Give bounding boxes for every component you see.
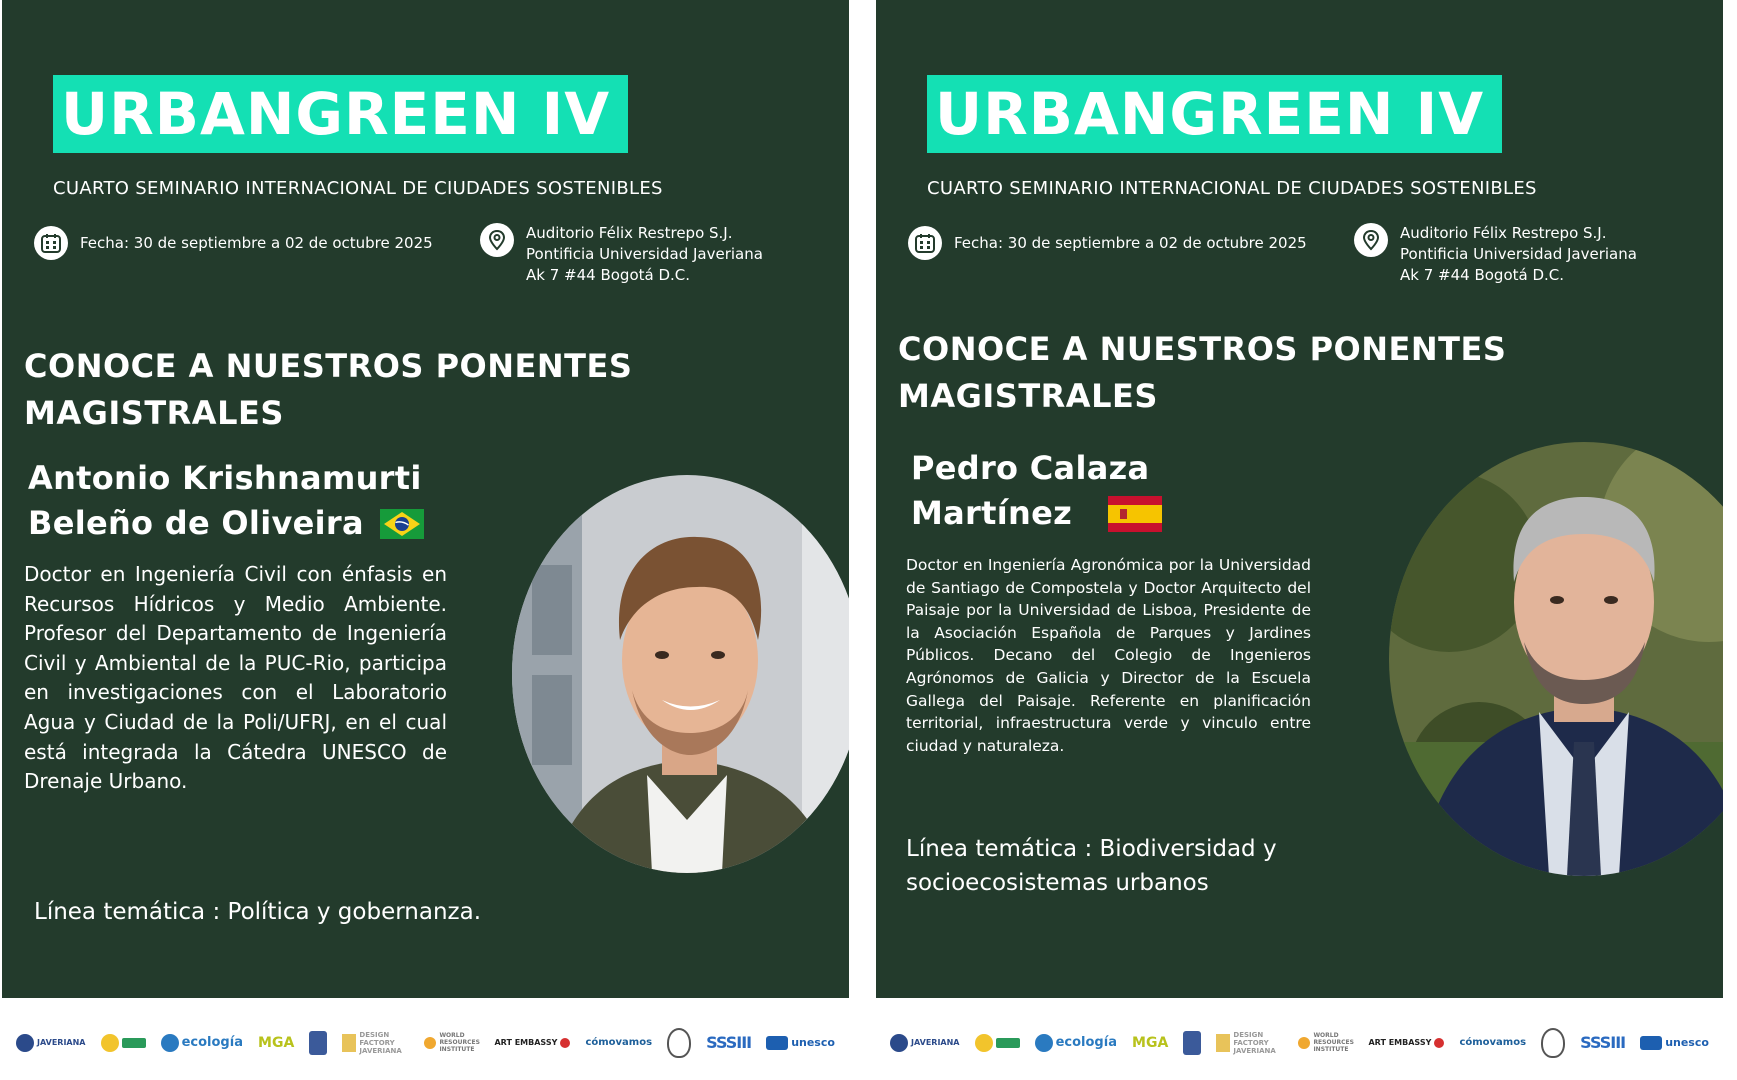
location-line: Pontificia Universidad Javeriana (1400, 245, 1637, 263)
shield-logo (667, 1028, 691, 1058)
mga-logo: MGA (1132, 1034, 1169, 1051)
mga-logo: MGA (258, 1034, 295, 1051)
section-heading-line: MAGISTRALES (898, 377, 1158, 415)
speaker-name (911, 446, 1162, 536)
speaker-photo (512, 475, 849, 873)
thematic-line-text: Línea temática : Biodiversidad y (906, 836, 1277, 862)
sun-logo (975, 1034, 1020, 1052)
shield-logo (1541, 1028, 1565, 1058)
event-date (908, 226, 1307, 260)
location-pin-icon (1354, 223, 1388, 257)
location-line: Auditorio Félix Restrepo S.J. (526, 224, 733, 242)
bogota-como-vamos-logo: cómovamos (1459, 1037, 1527, 1048)
design-factory-logo: DESIGN FACTORY JAVERIANA (342, 1031, 409, 1055)
art-embassy-logo: ART EMBASSY (494, 1038, 570, 1048)
location-line: Ak 7 #44 Bogotá D.C. (526, 266, 691, 284)
ecologia-logo: ecología (161, 1034, 243, 1052)
event-title-box (53, 75, 628, 153)
location-pin-icon (480, 223, 514, 257)
event-title-box (927, 75, 1502, 153)
thematic-line (906, 832, 1277, 900)
event-date (34, 226, 433, 260)
thematic-line: Línea temática : Política y gobernanza. (34, 899, 482, 925)
speaker-poster-right (876, 0, 1723, 998)
world-resources-logo: WORLD RESOURCES INSTITUTE (1298, 1032, 1353, 1053)
sponsor-logos-right (876, 1005, 1723, 1080)
event-date-text: Fecha: 30 de septiembre a 02 de octubre 2025 (954, 234, 1307, 252)
art-embassy-logo: ART EMBASSY (1368, 1038, 1444, 1048)
sun-logo (101, 1034, 146, 1052)
section-heading-line: CONOCE A NUESTROS PONENTES (898, 330, 1507, 368)
unesco-logo: unesco (1640, 1036, 1709, 1050)
speaker-name-line: Antonio Krishnamurti (28, 459, 422, 497)
speaker-name-line: Martínez (911, 494, 1072, 532)
speaker-bio: Doctor en Ingeniería Civil con énfasis en Recursos Hídricos y Medio Ambiente. Profesor del Departamento de Ingeniería Civil y Ambiental de la PUC-Rio, participa en investigaciones con el Laboratorio Agua y Ciudad de la Poli/UFRJ, en el cual está integrada la Cátedra UNESCO de Drenaje Urbano. (24, 562, 447, 794)
event-subtitle: CUARTO SEMINARIO INTERNACIONAL DE CIUDADES SOSTENIBLES (53, 178, 663, 199)
section-heading-line: CONOCE A NUESTROS PONENTES (24, 347, 633, 385)
section-heading-line: MAGISTRALES (24, 394, 284, 432)
speaker-name-line: Beleño de Oliveira (28, 504, 364, 542)
section-heading (24, 343, 632, 437)
instituto-logo: SSSIII (706, 1033, 752, 1052)
speaker-bio: Doctor en Ingeniería Agronómica por la Universidad de Santiago de Compostela y Doctor Arquitecto del Paisaje por la Universidad de Lisboa, Presidente de la Asociación Española de Parques y Jardines Públicos. Decano del Colegio de Ingenieros Agrónomos de Galicia y Director de la Escuela Gallega del Paisaje. Referente en planificación territorial, infraestructura verde y vinculo entre ciudad y naturaleza. (906, 556, 1311, 755)
javeriana-crest-logo (309, 1031, 327, 1055)
ecologia-logo: ecología (1035, 1034, 1117, 1052)
world-resources-logo: WORLD RESOURCES INSTITUTE (424, 1032, 479, 1053)
calendar-icon (34, 226, 68, 260)
event-title: URBANGREEN IV (61, 80, 611, 148)
section-heading (898, 326, 1506, 420)
spain-flag-icon (1108, 496, 1162, 532)
sponsor-logos-left (2, 1005, 849, 1080)
speaker-poster-left (2, 0, 849, 998)
thematic-line-text: socioecosistemas urbanos (906, 870, 1209, 896)
brazil-flag-icon (380, 509, 424, 539)
javeriana-logo: JAVERIANA (16, 1034, 86, 1052)
unesco-logo: unesco (766, 1036, 835, 1050)
event-location (1354, 223, 1637, 286)
speaker-name (28, 456, 424, 546)
event-date-text: Fecha: 30 de septiembre a 02 de octubre 2025 (80, 234, 433, 252)
design-factory-logo: DESIGN FACTORY JAVERIANA (1216, 1031, 1283, 1055)
speaker-photo (1389, 442, 1723, 876)
javeriana-logo: JAVERIANA (890, 1034, 960, 1052)
location-line: Ak 7 #44 Bogotá D.C. (1400, 266, 1565, 284)
calendar-icon (908, 226, 942, 260)
location-line: Pontificia Universidad Javeriana (526, 245, 763, 263)
speaker-name-line: Pedro Calaza (911, 449, 1150, 487)
javeriana-crest-logo (1183, 1031, 1201, 1055)
event-title: URBANGREEN IV (935, 80, 1485, 148)
bogota-como-vamos-logo: cómovamos (585, 1037, 653, 1048)
event-location (480, 223, 763, 286)
event-subtitle: CUARTO SEMINARIO INTERNACIONAL DE CIUDADES SOSTENIBLES (927, 178, 1537, 199)
instituto-logo: SSSIII (1580, 1033, 1626, 1052)
location-line: Auditorio Félix Restrepo S.J. (1400, 224, 1607, 242)
